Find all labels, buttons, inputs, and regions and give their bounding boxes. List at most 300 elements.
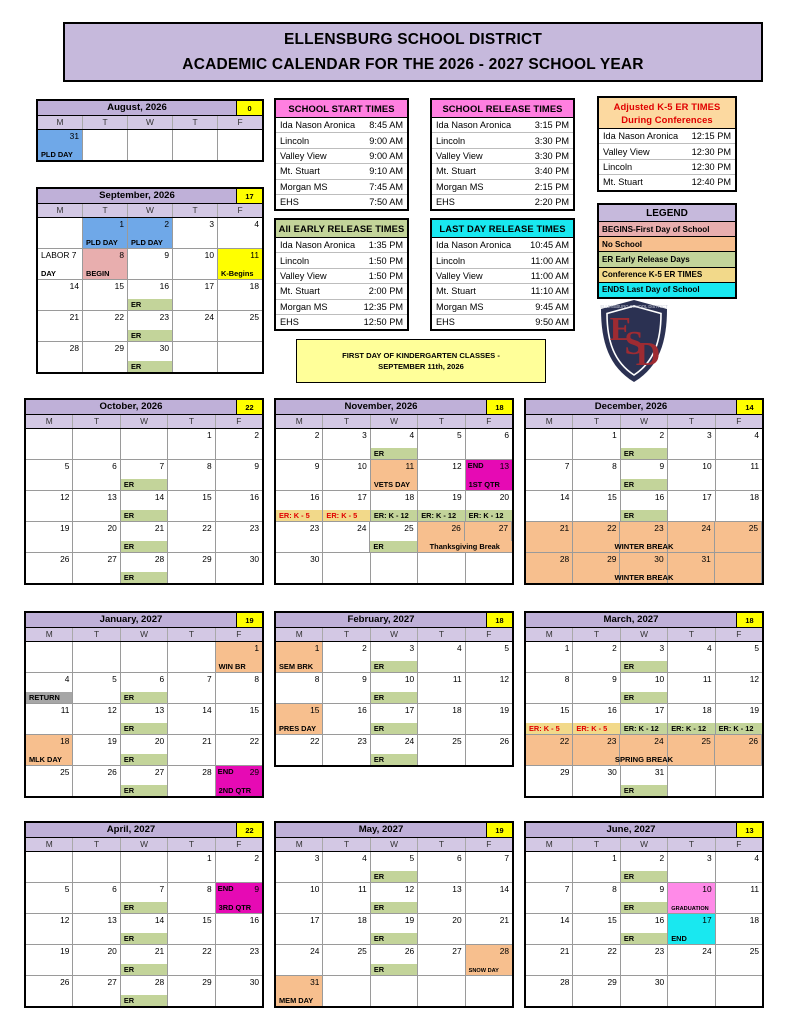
day-number: 18 <box>249 281 259 291</box>
day-cell <box>26 704 73 734</box>
day-label: ER: K - 12 <box>621 723 667 735</box>
day-number: 22 <box>202 946 212 956</box>
day-number: 25 <box>404 523 414 533</box>
month-day-count: 0 <box>236 101 262 115</box>
day-label: SNOW DAY <box>466 967 512 976</box>
day-label: ER <box>621 785 667 797</box>
day-cell <box>526 945 573 975</box>
day-cell <box>168 673 215 703</box>
week-row <box>26 914 262 945</box>
day-number: 17 <box>404 705 415 715</box>
day-number: 12 <box>404 884 415 894</box>
adjusted-k5-er-times-box <box>597 96 737 192</box>
week-row <box>38 218 262 249</box>
day-number: 17 <box>702 915 712 925</box>
day-label: ER <box>121 754 167 766</box>
dow-2: W <box>121 415 168 428</box>
dow-2: W <box>128 204 173 217</box>
day-number: 13 <box>107 915 117 925</box>
dow-3: T <box>668 838 715 851</box>
day-number: 26 <box>60 977 70 987</box>
day-number: 24 <box>310 946 320 956</box>
day-number: 5 <box>754 643 760 653</box>
day-cell <box>276 852 323 882</box>
month-calendar <box>24 611 264 798</box>
day-label: ER <box>370 541 416 553</box>
day-number: 25 <box>452 736 462 746</box>
day-label: K-Begins <box>218 268 262 280</box>
day-label: ER <box>121 902 167 914</box>
day-cell <box>276 642 323 672</box>
day-number: 8 <box>314 674 320 684</box>
kindergarten-note-line1: FIRST DAY OF KINDERGARTEN CLASSES - <box>342 350 500 360</box>
day-label: MEM DAY <box>276 995 322 1007</box>
day-label: ER <box>621 902 667 914</box>
day-of-week-header <box>526 838 762 852</box>
break-span-label: Thanksgiving Break <box>418 541 512 553</box>
day-number: 25 <box>357 946 367 956</box>
day-cell <box>621 883 668 913</box>
day-number: 10 <box>404 674 415 684</box>
day-number: 16 <box>249 492 260 502</box>
school-name: EHS <box>280 197 299 208</box>
month-header <box>38 101 262 116</box>
day-number: 29 <box>607 554 617 564</box>
day-number: 21 <box>559 523 570 533</box>
day-number: 5 <box>64 884 70 894</box>
day-cell <box>73 914 120 944</box>
day-number: 12 <box>452 461 462 471</box>
day-cell <box>83 218 128 248</box>
school-name: Lincoln <box>436 255 466 266</box>
day-cell <box>83 311 128 341</box>
day-cell <box>168 522 215 552</box>
day-number: 22 <box>559 736 570 746</box>
day-of-week-header <box>38 116 262 130</box>
info-box-title: All EARLY RELEASE TIMES <box>276 220 407 238</box>
day-of-week-header <box>26 415 262 429</box>
info-box-row <box>276 118 407 133</box>
school-time: 8:45 AM <box>369 120 403 131</box>
day-number: 15 <box>202 492 212 502</box>
school-name: Mt. Stuart <box>280 166 320 177</box>
day-cell <box>216 883 262 913</box>
day-label: DAY <box>41 268 56 278</box>
svg-text:D: D <box>635 336 661 373</box>
day-number: 11 <box>452 674 462 684</box>
month-day-count: 17 <box>236 189 262 203</box>
day-number: 28 <box>560 977 570 987</box>
day-label: ER <box>371 723 417 735</box>
empty-cell <box>716 766 762 796</box>
day-number: 9 <box>164 250 169 260</box>
day-cell <box>128 342 173 372</box>
day-cell <box>573 491 620 521</box>
day-cell <box>276 704 323 734</box>
day-cell <box>276 914 323 944</box>
day-label: GRADUATION <box>668 905 714 914</box>
day-label: ER <box>621 661 667 673</box>
day-of-week-header <box>276 415 512 429</box>
school-time: 9:50 AM <box>535 317 569 328</box>
info-box-row <box>432 284 573 299</box>
dow-0: M <box>26 628 73 641</box>
legend-row-0: BEGINS-First Day of School <box>599 222 735 237</box>
day-cell <box>216 429 262 459</box>
school-time: 12:30 PM <box>691 146 731 157</box>
day-number: 6 <box>112 461 117 471</box>
day-number: 28 <box>559 554 570 564</box>
dow-0: M <box>276 838 323 851</box>
day-cell <box>168 704 215 734</box>
day-cell <box>573 642 620 672</box>
empty-cell <box>173 342 218 372</box>
day-number: 14 <box>560 492 570 502</box>
school-time: 12:50 PM <box>363 317 403 328</box>
day-cell <box>173 311 218 341</box>
day-number: 30 <box>607 767 617 777</box>
week-row <box>26 553 262 583</box>
week-row <box>26 704 262 735</box>
day-of-week-header <box>526 628 762 642</box>
day-number: 27 <box>107 554 117 564</box>
day-number: 3 <box>314 853 320 863</box>
month-calendar <box>274 398 514 585</box>
month-day-count: 19 <box>236 613 262 627</box>
dow-1: T <box>83 116 128 129</box>
day-cell <box>218 311 262 341</box>
school-name: Valley View <box>436 150 483 161</box>
day-cell <box>168 491 215 521</box>
day-number: 6 <box>112 884 117 894</box>
day-cell <box>716 642 762 672</box>
day-cell <box>121 704 168 734</box>
week-row <box>526 766 762 796</box>
week-row <box>26 883 262 914</box>
day-number: 4 <box>362 853 367 863</box>
day-label: ER: K - 12 <box>418 510 464 522</box>
day-number: 19 <box>499 705 510 715</box>
day-cell <box>173 218 218 248</box>
day-label: PLD DAY <box>38 149 82 161</box>
day-number: 11 <box>750 461 760 471</box>
day-number: 26 <box>404 946 415 956</box>
legend-row-4: ENDS Last Day of School <box>599 283 735 297</box>
day-number: 16 <box>654 492 665 502</box>
day-cell <box>466 852 512 882</box>
week-row <box>26 735 262 766</box>
day-cell <box>323 704 370 734</box>
day-cell <box>466 883 512 913</box>
day-number: 11 <box>60 705 70 715</box>
day-label: WIN BR <box>216 661 262 673</box>
dow-3: T <box>173 204 218 217</box>
day-cell <box>216 766 262 796</box>
school-time: 3:40 PM <box>534 166 569 177</box>
day-cell <box>418 914 465 944</box>
day-cell <box>466 704 512 734</box>
day-number: 6 <box>456 853 462 863</box>
day-cell <box>621 491 668 521</box>
day-number: 27 <box>498 523 509 533</box>
dow-0: M <box>276 628 323 641</box>
school-name: Morgan MS <box>280 301 328 312</box>
day-number: 12 <box>499 674 510 684</box>
day-cell <box>128 311 173 341</box>
day-cell <box>668 429 715 459</box>
day-cell <box>276 735 323 765</box>
day-label: ER <box>121 785 167 797</box>
school-time: 3:30 PM <box>534 135 569 146</box>
day-number: 14 <box>499 884 510 894</box>
day-number: 9 <box>362 674 367 684</box>
day-cell <box>573 460 620 490</box>
day-number: 10 <box>310 884 320 894</box>
legend-row-1: No School <box>599 237 735 252</box>
week-row <box>526 491 762 522</box>
day-cell <box>26 914 73 944</box>
day-number: 11 <box>405 461 415 471</box>
day-label: ER <box>621 510 667 522</box>
info-box-title: LAST DAY RELEASE TIMES <box>432 220 573 238</box>
dow-2: W <box>621 838 668 851</box>
day-number: 15 <box>560 705 570 715</box>
empty-cell <box>418 553 465 583</box>
day-cell <box>26 945 73 975</box>
month-header <box>38 189 262 204</box>
day-cell <box>168 914 215 944</box>
month-header <box>526 613 762 628</box>
day-cell <box>621 766 668 796</box>
school-name: Ida Nason Aronica <box>603 131 679 142</box>
day-cell <box>668 945 715 975</box>
day-label: ER <box>371 448 417 460</box>
dow-3: T <box>168 628 215 641</box>
day-cell <box>716 429 762 459</box>
dow-4: F <box>486 629 492 639</box>
school-time: 9:10 AM <box>369 166 403 177</box>
school-name: Morgan MS <box>436 181 484 192</box>
day-label: ER: K - 5 <box>323 510 369 522</box>
day-number: 14 <box>69 281 79 291</box>
day-cell <box>173 249 218 279</box>
day-cell <box>216 460 262 490</box>
week-row <box>276 460 512 491</box>
day-cell <box>716 673 762 703</box>
day-number: 7 <box>159 461 165 471</box>
month-day-count: 22 <box>236 823 262 837</box>
day-cell <box>418 735 465 765</box>
week-row <box>276 976 512 1006</box>
day-label: ER <box>121 933 167 945</box>
day-number: 27 <box>154 767 165 777</box>
empty-cell <box>526 852 573 882</box>
day-cell <box>323 914 370 944</box>
day-cell <box>716 914 762 944</box>
week-row <box>26 642 262 673</box>
day-number: 2 <box>254 430 260 440</box>
day-cell <box>466 735 512 765</box>
day-number: 6 <box>504 430 510 440</box>
week-row <box>526 914 762 945</box>
info-box-row <box>599 160 735 175</box>
school-time: 2:00 PM <box>368 286 403 297</box>
week-row <box>26 945 262 976</box>
day-cell <box>121 491 168 521</box>
day-number: 21 <box>560 946 570 956</box>
svg-text:ELLENSBURG SCHOOL DISTRICT: ELLENSBURG SCHOOL DISTRICT <box>600 304 668 309</box>
month-header <box>26 400 262 415</box>
dow-4: F <box>237 117 243 127</box>
week-row <box>276 704 512 735</box>
day-number: 9 <box>314 461 320 471</box>
day-cell <box>216 976 262 1006</box>
school-start-times-box <box>274 98 409 211</box>
week-row <box>26 429 262 460</box>
day-number: 1 <box>119 219 124 229</box>
info-box-row <box>432 180 573 195</box>
school-time: 1:35 PM <box>368 240 403 251</box>
day-number: 21 <box>499 915 510 925</box>
day-number: 20 <box>107 523 117 533</box>
day-cell <box>323 642 370 672</box>
week-row <box>276 522 512 553</box>
day-number: 19 <box>404 915 415 925</box>
school-name: Valley View <box>280 270 327 281</box>
day-number: 10 <box>357 461 367 471</box>
day-label: ER: K - 12 <box>466 510 512 522</box>
school-name: Mt. Stuart <box>603 177 643 188</box>
day-number: 30 <box>249 554 260 564</box>
month-header <box>26 613 262 628</box>
day-number: 15 <box>607 492 617 502</box>
empty-cell <box>526 429 573 459</box>
week-row <box>526 976 762 1006</box>
day-cell <box>418 704 465 734</box>
day-number: 21 <box>69 312 79 322</box>
day-number: 11 <box>250 250 259 260</box>
dow-0: M <box>526 415 573 428</box>
dow-4: F <box>736 416 742 426</box>
day-cell <box>371 491 418 521</box>
day-number: 1 <box>612 853 617 863</box>
day-label: ER <box>128 299 172 311</box>
day-label: RETURN <box>26 692 72 704</box>
day-number: 18 <box>452 705 462 715</box>
day-number: 18 <box>357 915 367 925</box>
school-time: 7:50 AM <box>369 197 403 208</box>
day-label: ER <box>121 692 167 704</box>
week-row <box>276 883 512 914</box>
day-number: 7 <box>159 884 165 894</box>
day-label: ER: K - 12 <box>668 723 714 735</box>
day-of-week-header <box>26 838 262 852</box>
day-number: 22 <box>607 946 617 956</box>
dow-4: F <box>736 839 742 849</box>
day-number: 18 <box>60 736 70 746</box>
info-box-row <box>599 144 735 159</box>
day-number: 2 <box>362 643 367 653</box>
day-cell <box>216 852 262 882</box>
day-number: 10 <box>204 250 214 260</box>
day-label: ER <box>371 933 417 945</box>
school-time: 7:45 AM <box>369 181 403 192</box>
week-row <box>526 704 762 735</box>
month-title: December, 2026 <box>594 401 668 412</box>
day-cell <box>26 522 73 552</box>
day-cell <box>371 883 418 913</box>
info-box-row <box>599 129 735 144</box>
day-number: 31 <box>654 767 665 777</box>
day-number: 18 <box>702 705 712 715</box>
day-number: LABOR 7 <box>41 250 77 260</box>
day-cell <box>276 491 323 521</box>
day-number: 20 <box>499 492 510 502</box>
empty-cell <box>83 130 128 160</box>
day-number: 26 <box>60 554 70 564</box>
day-number: 23 <box>309 523 320 533</box>
day-number: 10 <box>702 884 712 894</box>
week-row <box>526 553 762 583</box>
dow-2: W <box>371 628 418 641</box>
day-cell <box>621 914 668 944</box>
day-cell <box>38 342 83 372</box>
day-number: 7 <box>564 461 570 471</box>
dow-0: M <box>526 838 573 851</box>
day-cell <box>216 914 262 944</box>
day-number: 8 <box>612 884 617 894</box>
day-cell <box>218 280 262 310</box>
info-box-row <box>276 149 407 164</box>
day-number: 28 <box>499 946 510 956</box>
day-number: 2 <box>612 643 617 653</box>
day-cell <box>38 130 83 160</box>
day-cell <box>168 852 215 882</box>
day-label: PRES DAY <box>276 723 322 735</box>
day-number: 1 <box>612 430 617 440</box>
school-name: EHS <box>436 197 455 208</box>
day-cell <box>168 735 215 765</box>
school-name: EHS <box>280 317 299 328</box>
school-name: Morgan MS <box>436 301 484 312</box>
dow-1: T <box>573 628 620 641</box>
day-number: 16 <box>249 915 260 925</box>
info-box-row <box>432 253 573 268</box>
empty-cell <box>38 218 83 248</box>
day-label: PLD DAY <box>83 237 127 249</box>
quarter-end-tag: END <box>217 884 234 893</box>
day-number: 3 <box>362 430 367 440</box>
dow-1: T <box>83 204 128 217</box>
day-cell <box>121 883 168 913</box>
day-number: 17 <box>654 705 665 715</box>
day-cell <box>38 311 83 341</box>
dow-1: T <box>573 415 620 428</box>
week-row <box>526 460 762 491</box>
day-number: 20 <box>107 946 117 956</box>
day-cell <box>73 460 120 490</box>
week-row <box>26 976 262 1006</box>
day-cell <box>323 945 370 975</box>
school-release-times-box <box>430 98 575 211</box>
school-time: 12:40 PM <box>691 177 731 188</box>
day-number: 7 <box>206 674 212 684</box>
day-number: 24 <box>204 312 214 322</box>
day-number: 26 <box>107 767 117 777</box>
month-day-count: 18 <box>486 613 512 627</box>
dow-1: T <box>73 838 120 851</box>
day-cell <box>26 460 73 490</box>
